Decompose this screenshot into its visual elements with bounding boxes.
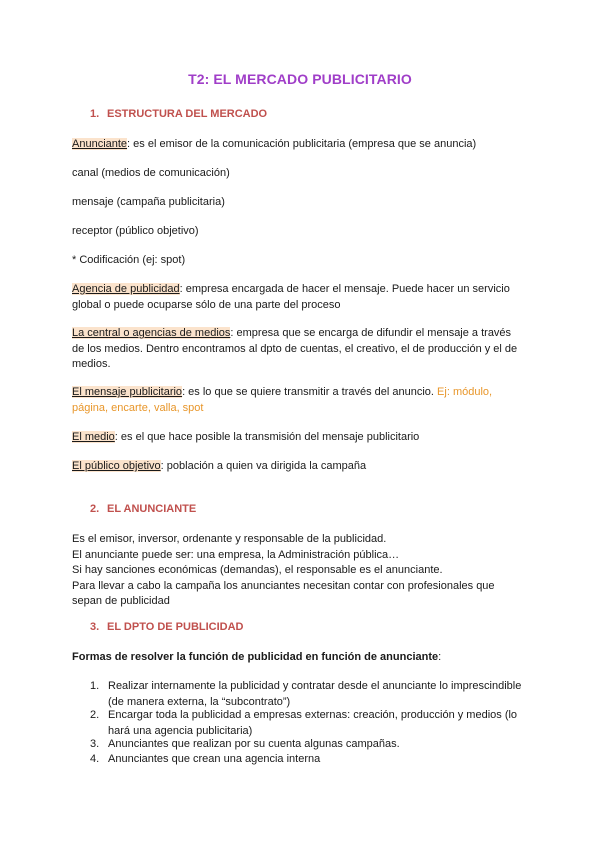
section-title: EL DPTO DE PUBLICIDAD: [107, 621, 244, 633]
term-publico-objetivo: El público objetivo: [72, 460, 161, 472]
list-item-text: Encargar toda la publicidad a empresas externas: creación, producción y medios (lo: [108, 709, 518, 721]
receptor-line: receptor (público objetivo): [72, 225, 199, 237]
definition-central: [72, 326, 532, 373]
paragraph-line: sepan de publicidad: [72, 595, 170, 607]
list-item: [90, 737, 530, 753]
list-item-text: Realizar internamente la publicidad y contratar desde el anunciante lo imprescindible: [108, 680, 522, 692]
definition-text: : población a quien va dirigida la campaña: [160, 460, 367, 472]
list-item: [90, 752, 530, 768]
definition-text: : es el emisor de la comunicación publicitaria (empresa que se anuncia): [127, 138, 477, 150]
definition-text: : es el que hace posible la transmisión del mensaje publicitario: [114, 431, 420, 443]
definition-anunciante: [72, 137, 532, 153]
list-item-text: Anunciantes que crean una agencia interna: [108, 753, 321, 765]
definition-agencia: [72, 282, 532, 313]
example-text: Ej: módulo,: [437, 386, 493, 398]
mensaje-line: mensaje (campaña publicitaria): [72, 196, 225, 208]
definition-text: : empresa que se encarga de difundir el mensaje a través: [230, 327, 512, 339]
definition-mensaje-publicitario: [72, 385, 532, 416]
definition-text-cont: global o puede ocuparse sólo de una parte del proceso: [72, 298, 341, 311]
paragraph-line: El anunciante puede ser: una empresa, la Administración pública…: [72, 548, 400, 561]
paragraph-line: Para llevar a cabo la campaña los anunciantes necesitan contar con profesionales que: [72, 579, 495, 592]
section-heading-estructura: [90, 108, 267, 120]
term-mensaje-publicitario: El mensaje publicitario: [72, 386, 183, 398]
paragraph-line: Es el emisor, inversor, ordenante y responsable de la publicidad.: [72, 533, 387, 545]
list-item-text: Anunciantes que realizan por su cuenta algunas campañas.: [108, 738, 400, 750]
definition-text-cont: de los medios. Dentro encontramos al dpto de cuentas, el creativo, el de producción y el de: [72, 342, 518, 355]
list-item: [90, 708, 530, 739]
definition-text: : es lo que se quiere transmitir a través del anuncio.: [182, 386, 434, 398]
codificacion-line: * Codificación (ej: spot): [72, 254, 186, 266]
list-item-number: 2.: [90, 709, 100, 721]
subheading-text: Formas de resolver la función de publicidad en función de anunciante: [72, 651, 439, 663]
section-number: 1.: [90, 108, 100, 120]
example-text-cont: página, encarte, valla, spot: [72, 401, 204, 414]
section-number: 2.: [90, 503, 100, 515]
list-item: [90, 679, 530, 710]
definition-publico-objetivo: [72, 459, 532, 475]
list-item-number: 4.: [90, 753, 100, 765]
definition-text: : empresa encargada de hacer el mensaje. Puede hacer un servicio: [179, 283, 510, 295]
section-title: ESTRUCTURA DEL MERCADO: [107, 108, 268, 120]
list-item-text-cont: hará una agencia publicitaria): [108, 724, 253, 737]
section-heading-anunciante: [90, 503, 196, 515]
subheading-formas: [72, 650, 532, 666]
canal-line: canal (medios de comunicación): [72, 167, 230, 179]
paragraph-line: Si hay sanciones económicas (demandas), el responsable es el anunciante.: [72, 564, 443, 576]
page-title: T2: EL MERCADO PUBLICITARIO: [188, 71, 412, 87]
term-central: La central o agencias de medios: [72, 327, 231, 339]
term-medio: El medio: [72, 431, 115, 443]
list-item-number: 3.: [90, 738, 100, 750]
subheading-colon: :: [438, 651, 442, 663]
section-heading-dpto: [90, 621, 244, 633]
section-number: 3.: [90, 621, 100, 633]
definition-text-cont: medios.: [72, 358, 111, 370]
term-agencia: Agencia de publicidad: [72, 283, 180, 295]
list-item-number: 1.: [90, 680, 100, 692]
term-anunciante: Anunciante: [72, 138, 128, 150]
anunciante-paragraph: [72, 532, 532, 610]
section-title: EL ANUNCIANTE: [107, 503, 197, 515]
list-item-text-cont: (de manera externa, la “subcontrato”): [108, 695, 291, 708]
definition-medio: [72, 430, 532, 446]
